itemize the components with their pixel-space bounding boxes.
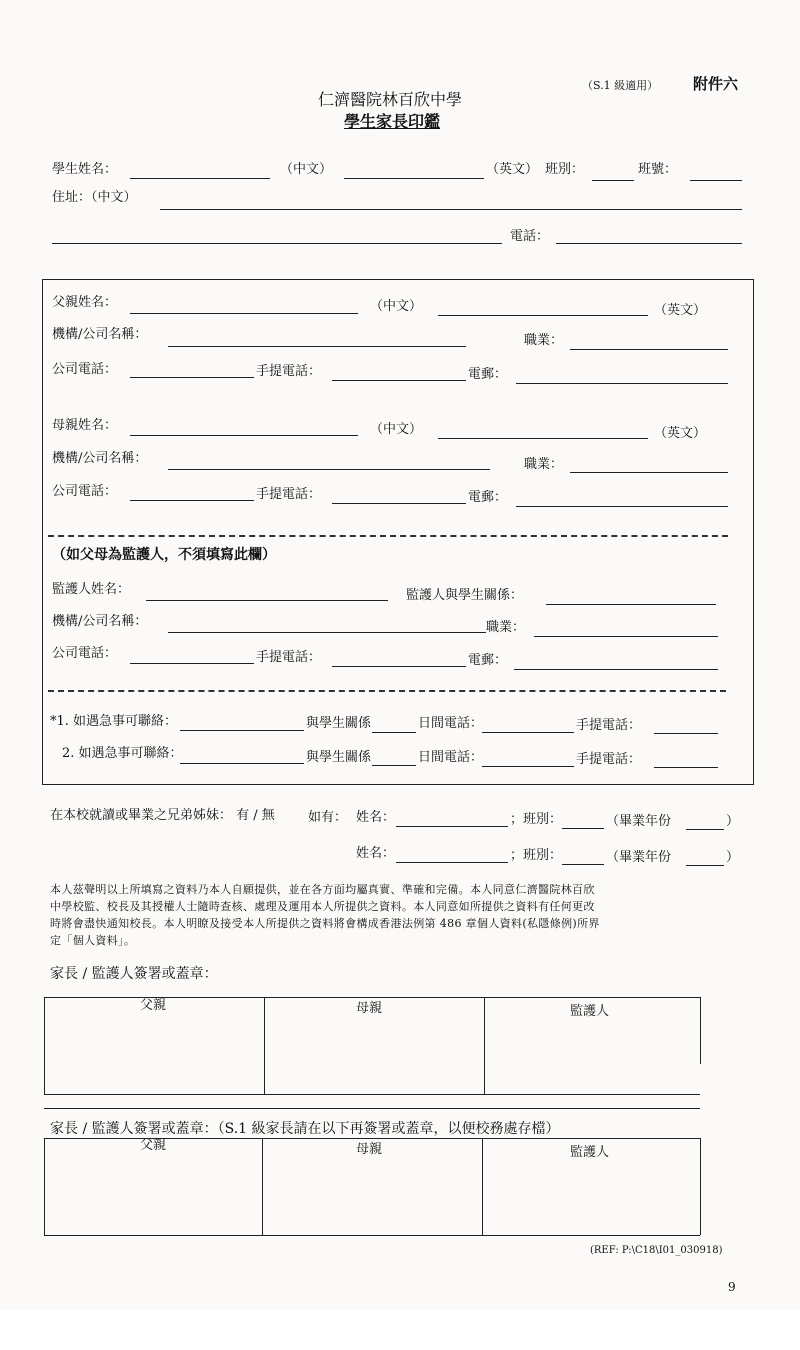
mother-email-field[interactable]	[516, 506, 728, 507]
sibling2-grad-close: ）	[726, 850, 740, 865]
mother-company-label: 機構/公司名稱：	[52, 451, 148, 466]
father-office-phone-label: 公司電話：	[52, 362, 118, 377]
signature2-father-label: 父親	[140, 1138, 167, 1153]
emergency1-relation-label: 與學生關係	[306, 716, 372, 731]
signature2-title: 家長 / 監護人簽署或蓋章：（S.1 級家長請在以下再簽署或蓋章，以便校務處存檔）	[50, 1121, 560, 1137]
level-note: （S.1 級適用）	[582, 79, 659, 92]
emergency1-relation-field[interactable]	[372, 732, 416, 733]
signature1-right-border	[700, 997, 701, 1064]
signature1-father-label: 父親	[140, 998, 167, 1013]
guardian-mobile-field[interactable]	[332, 666, 466, 667]
emergency2-relation-label: 與學生關係	[306, 750, 372, 765]
mother-mobile-label: 手提電話：	[256, 487, 322, 502]
address-label: 住址：（中文）	[52, 190, 137, 205]
parents-guardian-box	[42, 279, 754, 785]
page-number: 9	[728, 1280, 736, 1294]
mother-mobile-field[interactable]	[332, 503, 466, 504]
guardian-relation-label: 監護人與學生關係：	[406, 588, 524, 603]
mother-occupation-field[interactable]	[570, 472, 728, 473]
signature1-mother-label: 母親	[356, 1001, 383, 1016]
student-chinese-name-field[interactable]	[130, 178, 270, 179]
guardian-occupation-label: 職業：	[486, 620, 526, 635]
sibling1-name-field[interactable]	[396, 826, 508, 827]
siblings-if-yes: 如有：	[308, 810, 348, 825]
signature2-mother-label: 母親	[356, 1142, 383, 1157]
student-english-label: （英文）	[486, 162, 539, 177]
sibling2-grad-field[interactable]	[686, 865, 724, 866]
mother-chinese-name-field[interactable]	[130, 435, 358, 436]
mother-office-phone-field[interactable]	[130, 500, 254, 501]
guardian-company-field[interactable]	[168, 632, 486, 633]
emergency2-name-field[interactable]	[180, 763, 304, 764]
father-company-label: 機構/公司名稱：	[52, 327, 148, 342]
father-office-phone-field[interactable]	[130, 377, 254, 378]
sibling1-grad-open: （畢業年份	[606, 814, 672, 829]
mother-name-label: 母親姓名：	[52, 418, 118, 433]
student-chinese-label: （中文）	[280, 162, 333, 177]
mother-chinese-label: （中文）	[370, 422, 423, 437]
divider-dashed	[48, 690, 726, 692]
address-field-line1[interactable]	[160, 209, 742, 210]
signature1-title: 家長 / 監護人簽署或蓋章：	[50, 966, 218, 982]
signature1-guardian-label: 監護人	[570, 1004, 610, 1019]
father-chinese-label: （中文）	[370, 299, 423, 314]
emergency2-day-phone-field[interactable]	[482, 766, 574, 767]
guardian-mobile-label: 手提電話：	[256, 650, 322, 665]
student-name-label: 學生姓名：	[52, 162, 118, 177]
signature2-separator	[44, 1108, 700, 1109]
mother-company-field[interactable]	[168, 469, 490, 470]
student-phone-label: 電話：	[510, 229, 550, 244]
emergency1-name-field[interactable]	[180, 730, 304, 731]
divider-dashed	[48, 535, 728, 537]
sibling1-grad-field[interactable]	[686, 829, 724, 830]
mother-occupation-label: 職業：	[524, 457, 564, 472]
emergency1-label: *1. 如遇急事可聯絡：	[50, 714, 178, 729]
declaration-line1: 本人茲聲明以上所填寫之資料乃本人自願提供，並在各方面均屬真實、準確和完備。本人同意仁濟醫院林百欣	[50, 883, 595, 896]
sibling2-class-field[interactable]	[562, 864, 604, 865]
student-phone-field[interactable]	[556, 243, 742, 244]
sibling1-class-field[interactable]	[562, 828, 604, 829]
emergency2-day-phone-label: 日間電話：	[418, 750, 484, 765]
siblings-question: 在本校就讀或畢業之兄弟姊妹： 有 / 無	[50, 808, 275, 823]
father-chinese-name-field[interactable]	[130, 313, 358, 314]
guardian-office-phone-field[interactable]	[130, 663, 254, 664]
guardian-relation-field[interactable]	[546, 604, 716, 605]
father-mobile-label: 手提電話：	[256, 364, 322, 379]
emergency2-mobile-label: 手提電話：	[576, 752, 642, 767]
guardian-occupation-field[interactable]	[534, 636, 718, 637]
form-title: 學生家長印鑑	[344, 112, 441, 131]
mother-office-phone-label: 公司電話：	[52, 484, 118, 499]
father-english-label: （英文）	[654, 303, 707, 318]
guardian-name-label: 監護人姓名：	[52, 582, 131, 597]
father-mobile-field[interactable]	[332, 380, 466, 381]
signature2-right-border	[700, 1138, 701, 1235]
sibling1-class-label: ；班別：	[510, 812, 563, 827]
father-occupation-label: 職業：	[524, 333, 564, 348]
mother-email-label: 電郵：	[468, 490, 508, 505]
emergency2-label: 2. 如遇急事可聯絡：	[62, 746, 183, 761]
emergency1-mobile-field[interactable]	[654, 733, 718, 734]
declaration-line2: 中學校監、校長及其授權人士隨時查核、處理及運用本人所提供之資料。本人同意如所提供之資料有任何更改	[50, 900, 595, 913]
sibling1-name-label: 姓名：	[356, 810, 396, 825]
father-name-label: 父親姓名：	[52, 295, 118, 310]
mother-english-label: （英文）	[654, 426, 707, 441]
student-class-field[interactable]	[592, 180, 634, 181]
sibling2-name-field[interactable]	[396, 862, 508, 863]
mother-english-name-field[interactable]	[438, 438, 648, 439]
father-email-field[interactable]	[516, 383, 728, 384]
signature2-bottom-border	[44, 1235, 700, 1236]
emergency1-day-phone-field[interactable]	[482, 732, 574, 733]
guardian-email-label: 電郵：	[468, 653, 508, 668]
father-occupation-field[interactable]	[570, 349, 728, 350]
guardian-email-field[interactable]	[514, 669, 718, 670]
emergency1-mobile-label: 手提電話：	[576, 718, 642, 733]
sibling2-class-label: ；班別：	[510, 848, 563, 863]
guardian-name-field[interactable]	[146, 600, 388, 601]
student-english-name-field[interactable]	[344, 178, 484, 179]
appendix-label: 附件六	[693, 75, 739, 93]
reference-code: (REF: P:\C18\I01_030918)	[590, 1245, 723, 1256]
declaration-line3: 時將會盡快通知校長。本人明瞭及接受本人所提供之資料將會構成香港法例第 486 章個人資料(私隱條例)所界	[50, 917, 600, 930]
guardian-office-phone-label: 公司電話：	[52, 646, 118, 661]
declaration-line4: 定「個人資料」。	[50, 934, 136, 947]
student-number-field[interactable]	[690, 180, 742, 181]
emergency2-mobile-field[interactable]	[654, 767, 718, 768]
signature2-guardian-label: 監護人	[570, 1145, 610, 1160]
father-company-field[interactable]	[168, 346, 466, 347]
guardian-note: （如父母為監護人，不須填寫此欄）	[52, 547, 276, 563]
student-class-label: 班別：	[545, 162, 585, 177]
signature1-bottom-border	[44, 1094, 700, 1095]
father-english-name-field[interactable]	[438, 315, 648, 316]
student-number-label: 班號：	[638, 162, 678, 177]
sibling1-grad-close: ）	[726, 814, 740, 829]
sibling2-name-label: 姓名：	[356, 846, 396, 861]
emergency1-day-phone-label: 日間電話：	[418, 716, 484, 731]
emergency2-relation-field[interactable]	[372, 765, 416, 766]
address-field-line2[interactable]	[52, 243, 502, 244]
school-name: 仁濟醫院林百欣中學	[318, 90, 463, 109]
father-email-label: 電郵：	[468, 367, 508, 382]
guardian-company-label: 機構/公司名稱：	[52, 614, 148, 629]
sibling2-grad-open: （畢業年份	[606, 850, 672, 865]
